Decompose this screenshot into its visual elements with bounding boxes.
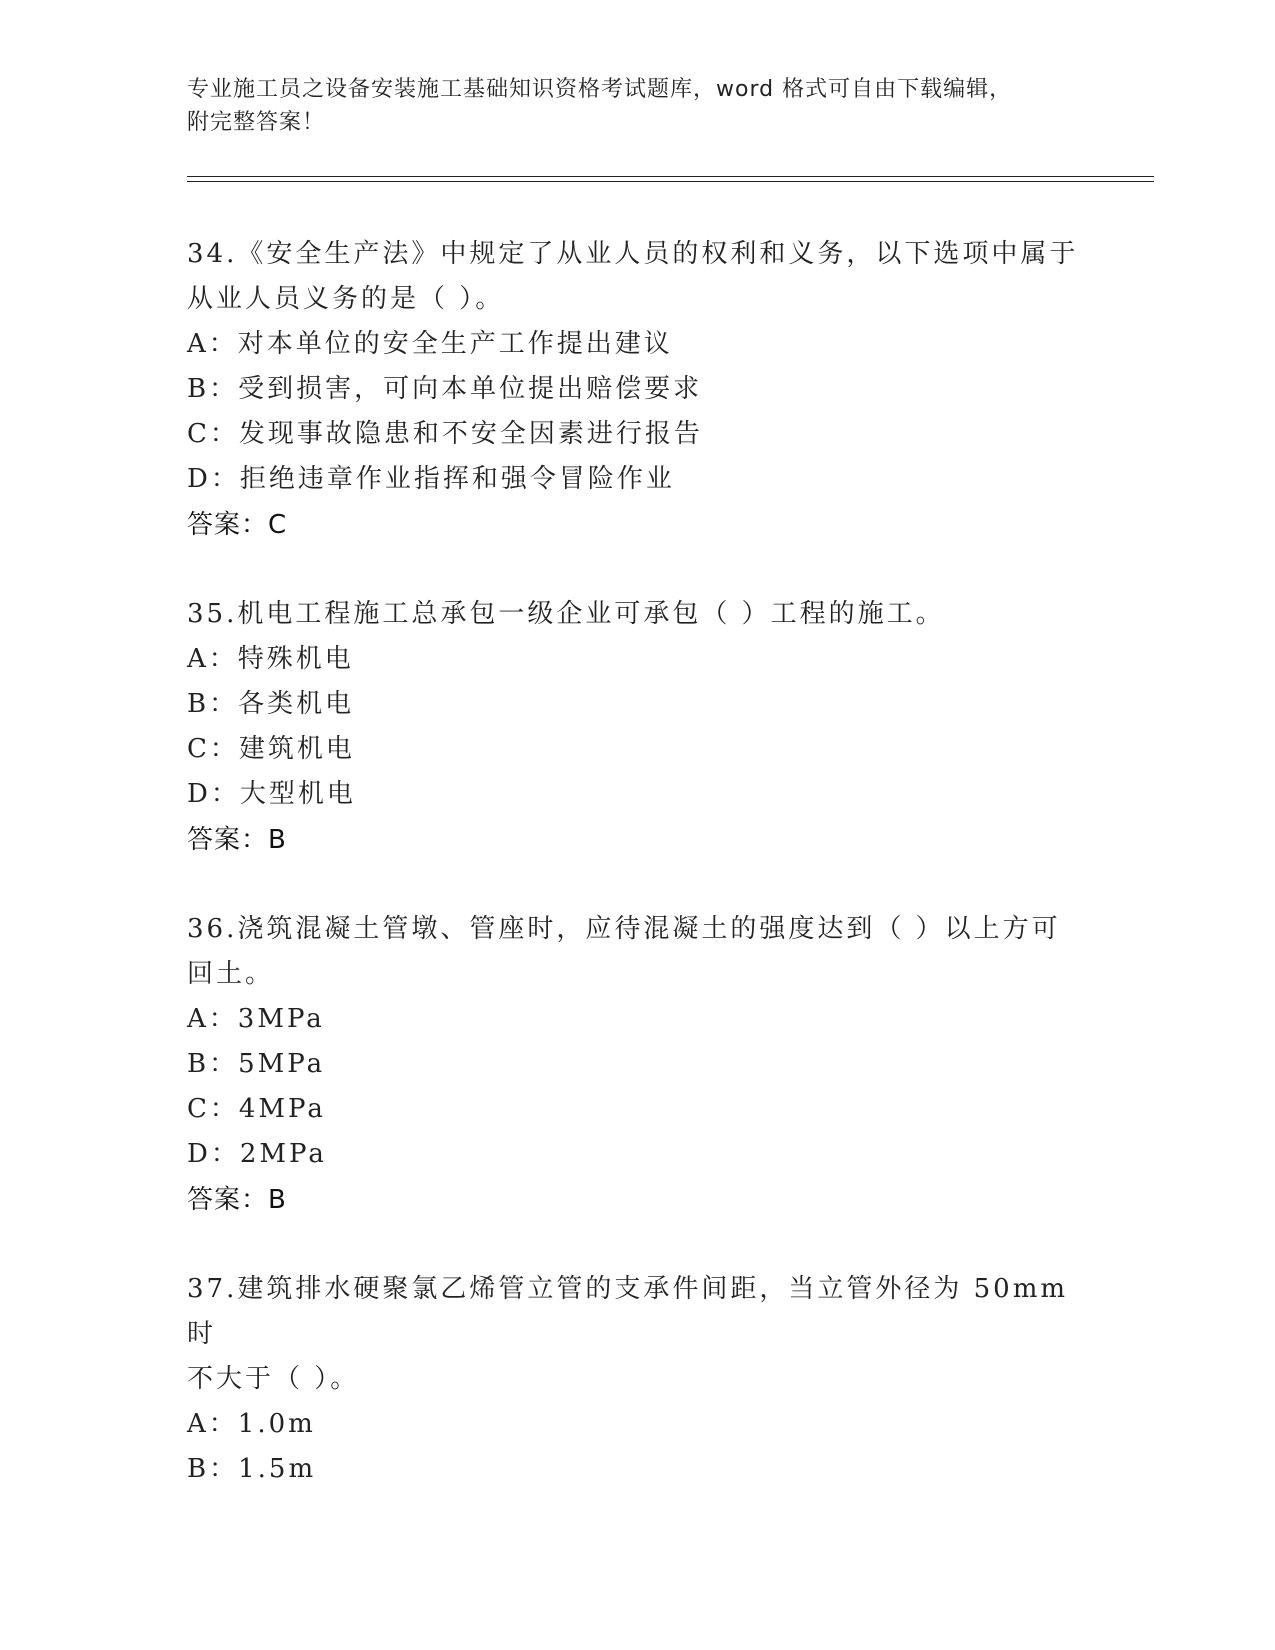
question-34 [187, 232, 1087, 548]
question-list [187, 232, 1087, 1492]
question-stem-line: 从业人员义务的是（ ）。 [187, 284, 505, 314]
option-c: C：发现事故隐患和不安全因素进行报告 [187, 419, 703, 449]
option-b: B：5MPa [187, 1049, 326, 1079]
question-stem-line: 36.浇筑混凝土管墩、管座时，应待混凝土的强度达到（ ）以上方可 [187, 914, 1061, 944]
option-d: D：2MPa [187, 1139, 327, 1169]
option-d: D：大型机电 [187, 779, 356, 809]
question-stem-line: 34.《安全生产法》中规定了从业人员的权利和义务，以下选项中属于 [187, 239, 1079, 269]
document-header [187, 73, 1087, 139]
header-divider-top [187, 176, 1154, 177]
answer-line: 答案：B [187, 1185, 287, 1215]
question-37 [187, 1267, 1087, 1492]
answer-line: 答案：C [187, 510, 288, 540]
option-b: B：1.5m [187, 1454, 317, 1484]
header-line-1: 专业施工员之设备安装施工基础知识资格考试题库，word 格式可自由下载编辑， [187, 77, 1013, 102]
question-stem-line: 35.机电工程施工总承包一级企业可承包（ ）工程的施工。 [187, 599, 945, 629]
question-36 [187, 907, 1087, 1223]
option-c: C：4MPa [187, 1094, 326, 1124]
option-d: D：拒绝违章作业指挥和强令冒险作业 [187, 464, 675, 494]
option-a: A：对本单位的安全生产工作提出建议 [187, 329, 673, 359]
question-stem-line: 37.建筑排水硬聚氯乙烯管立管的支承件间距，当立管外径为 50mm 时 [187, 1274, 1069, 1349]
option-a: A：1.0m [187, 1409, 316, 1439]
question-35 [187, 592, 1087, 863]
header-line-2: 附完整答案！ [187, 110, 326, 135]
option-a: A：特殊机电 [187, 644, 354, 674]
header-divider-bottom [187, 181, 1154, 182]
option-a: A：3MPa [187, 1004, 325, 1034]
question-stem-line: 不大于（ ）。 [187, 1364, 360, 1394]
option-b: B：受到损害，可向本单位提出赔偿要求 [187, 374, 703, 404]
option-b: B：各类机电 [187, 689, 355, 719]
option-c: C：建筑机电 [187, 734, 355, 764]
answer-line: 答案：B [187, 825, 287, 855]
question-stem-line: 回土。 [187, 959, 275, 989]
